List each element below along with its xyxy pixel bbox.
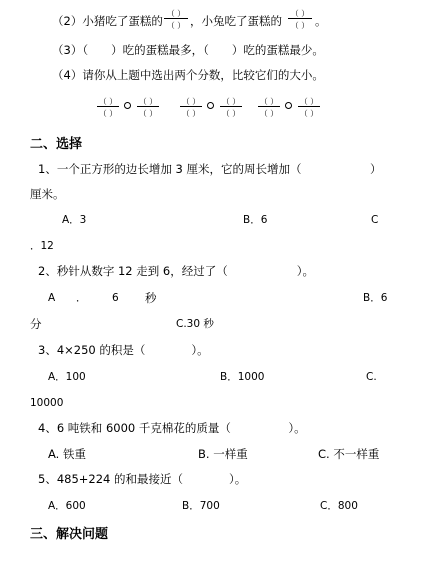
mc2-option-a-dot: ． [76, 292, 87, 304]
compare-chain-1[interactable]: （ ） （ ） （ ） （ ） [98, 97, 158, 118]
mc2-option-b-unit: 分 [30, 317, 42, 331]
fraction-bar [288, 18, 312, 19]
section-2-title: 二、选择 [30, 137, 83, 152]
q4-text: （4）请你从上题中选出两个分数，比较它们的大小。 [52, 68, 324, 82]
mc3-stem: 3、4×250 的积是（ ）。 [38, 343, 209, 357]
mc3-option-a[interactable]: A．100 [48, 371, 86, 383]
mc1-option-c-value: ．12 [30, 240, 54, 252]
mc4-option-a[interactable]: A. 铁重 [48, 447, 86, 461]
mc1-option-c[interactable]: C [371, 214, 379, 226]
mc3-option-b[interactable]: B．1000 [220, 371, 265, 383]
mc1-paren-close: ） [370, 162, 382, 176]
mc2-option-a[interactable]: A [48, 292, 56, 304]
compare-circle[interactable] [207, 102, 214, 109]
fraction-numerator: （ ） [166, 9, 186, 18]
mc5-option-b[interactable]: B．700 [182, 500, 220, 512]
q3-text: （3）（ ）吃的蛋糕最多，（ ）吃的蛋糕最少。 [52, 43, 324, 57]
mc5-stem: 5、485+224 的和最接近（ ）。 [38, 472, 247, 486]
section-3-title: 三、解决问题 [30, 527, 109, 542]
q2-end: 。 [315, 14, 327, 28]
mc2-option-a-number: 6 [112, 292, 119, 304]
mc2-option-a-unit: 秒 [145, 291, 157, 305]
mc2-option-c[interactable]: C.30 秒 [176, 318, 214, 330]
fraction-numerator: （ ） [290, 9, 310, 18]
mc3-option-c-value: 10000 [30, 397, 64, 409]
mc4-option-c[interactable]: C. 不一样重 [318, 447, 380, 461]
fraction-denominator: （ ） [166, 21, 186, 30]
mc1-option-b[interactable]: B．6 [243, 214, 268, 226]
mc1-stem: 1、一个正方形的边长增加 3 厘米，它的周长增加（ [38, 162, 302, 176]
mc5-option-c[interactable]: C．800 [320, 500, 358, 512]
q2-pig-fraction-blank[interactable] [163, 8, 189, 30]
mc3-option-c[interactable]: C. [366, 371, 377, 383]
q2-rabbit-fraction-blank[interactable] [287, 8, 313, 30]
compare-circle[interactable] [124, 102, 131, 109]
mc1-stem-cont: 厘米。 [30, 187, 65, 201]
mc5-option-a[interactable]: A．600 [48, 500, 86, 512]
mc2-stem: 2、秒针从数字 12 走到 6，经过了（ ）。 [38, 264, 314, 278]
mc4-option-b[interactable]: B. 一样重 [198, 447, 248, 461]
fraction-denominator: （ ） [290, 21, 310, 30]
compare-chain-2[interactable]: （ ） （ ） （ ） （ ） [181, 97, 241, 118]
q2-mid: ，小兔吃了蛋糕的 [190, 14, 282, 28]
mc2-option-b[interactable]: B．6 [363, 292, 388, 304]
q2-prefix: （2）小猪吃了蛋糕的 [52, 14, 163, 28]
mc4-stem: 4、6 吨铁和 6000 千克棉花的质量（ ）。 [38, 421, 306, 435]
fraction-bar [164, 18, 188, 19]
mc1-option-a[interactable]: A．3 [62, 214, 87, 226]
compare-circle[interactable] [285, 102, 292, 109]
compare-chain-3[interactable]: （ ） （ ） （ ） （ ） [259, 97, 319, 118]
